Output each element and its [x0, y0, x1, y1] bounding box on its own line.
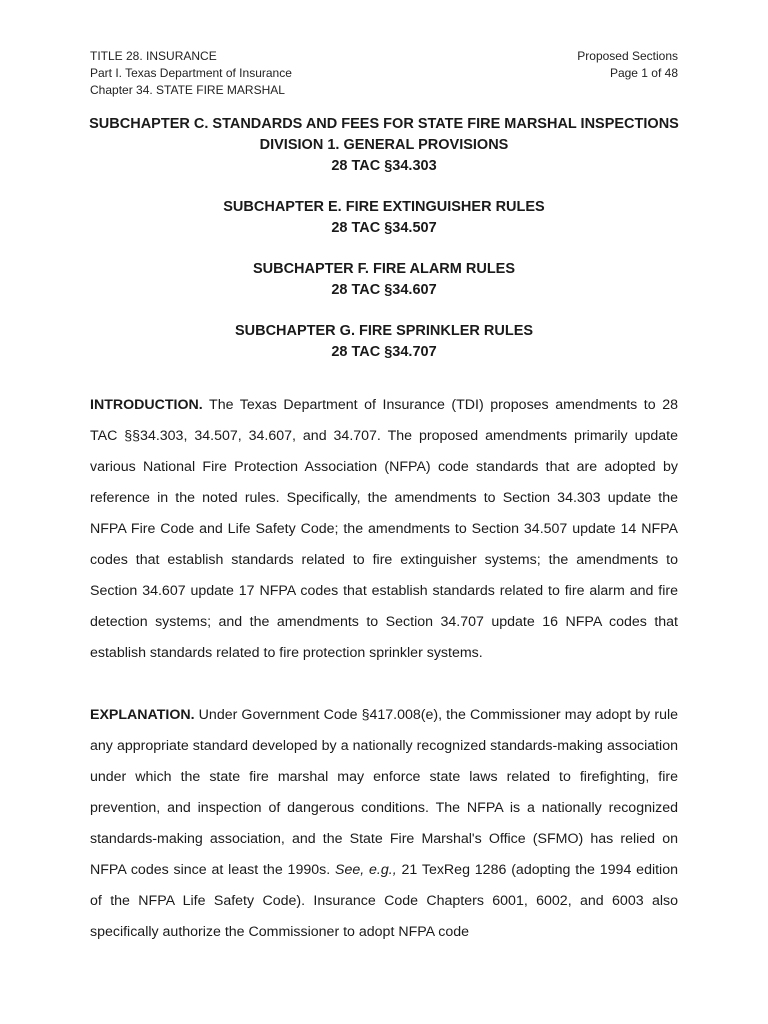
- explanation-paragraph: [90, 700, 678, 948]
- header-right: [577, 48, 678, 82]
- introduction-label: INTRODUCTION.: [90, 397, 203, 414]
- header-left: [90, 48, 292, 99]
- heading-line: DIVISION 1. GENERAL PROVISIONS: [259, 137, 509, 153]
- explanation-text-a: Under Government Code §417.008(e), the Commissioner may adopt by rule any appropriate standard developed by a nationally recognized standards-making association under which the state fire marshal may enforce state laws related to firefighting, fire prevention, and inspection of dangerous conditions. The NFPA is a nationally recognized standards-making association, and the State Fire Marshal's Office (SFMO) has relied on NFPA codes since at least the 1990s.: [90, 707, 678, 879]
- subchapter-headings: [80, 114, 688, 383]
- heading-line: SUBCHAPTER F. FIRE ALARM RULES: [252, 261, 516, 277]
- heading-subchapter-g: [80, 321, 688, 363]
- citation-signal: See, e.g.,: [335, 862, 397, 879]
- introduction-paragraph: [90, 390, 678, 669]
- heading-line: 28 TAC §34.507: [331, 220, 437, 236]
- heading-subchapter-f: [80, 259, 688, 301]
- heading-line: SUBCHAPTER G. FIRE SPRINKLER RULES: [234, 323, 534, 339]
- heading-line: 28 TAC §34.607: [331, 282, 437, 298]
- introduction-text: The Texas Department of Insurance (TDI) proposes amendments to 28 TAC §§34.303, 34.507, 34.607, and 34.707. The proposed amendments primarily update various National Fire Protection Association (NFPA) code standards that are adopted by reference in the noted rules. Specifically, the amendments to Section 34.303 update the NFPA Fire Code and Life Safety Code; the amendments to Section 34.507 update 14 NFPA codes that establish standards related to fire extinguisher systems; the amendments to Section 34.607 update 17 NFPA codes that establish standards related to fire alarm and fire detection systems; and the amendments to Section 34.707 update 16 NFPA codes that establish standards related to fire protection sprinkler systems.: [90, 397, 678, 662]
- heading-subchapter-c: [80, 114, 688, 177]
- heading-line: SUBCHAPTER C. STANDARDS AND FEES FOR STATE FIRE MARSHAL INSPECTIONS: [89, 116, 679, 132]
- explanation-text-b: 21 TexReg 1286 (adopting the 1994 edition of the NFPA Life Safety Code). Insurance Code Chapters 6001, 6002, and 6003 also specifically authorize the Commissioner to adopt NFPA code: [90, 862, 678, 941]
- header-title: TITLE 28. INSURANCE: [90, 49, 217, 63]
- heading-line: 28 TAC §34.303: [331, 158, 437, 174]
- header-part: Part I. Texas Department of Insurance: [90, 66, 292, 80]
- header-chapter: Chapter 34. STATE FIRE MARSHAL: [90, 83, 285, 97]
- explanation-label: EXPLANATION.: [90, 707, 195, 724]
- header-status: Proposed Sections: [577, 49, 678, 63]
- heading-line: 28 TAC §34.707: [331, 344, 437, 360]
- heading-line: SUBCHAPTER E. FIRE EXTINGUISHER RULES: [223, 199, 545, 215]
- heading-subchapter-e: [80, 197, 688, 239]
- page-number: Page 1 of 48: [609, 66, 678, 80]
